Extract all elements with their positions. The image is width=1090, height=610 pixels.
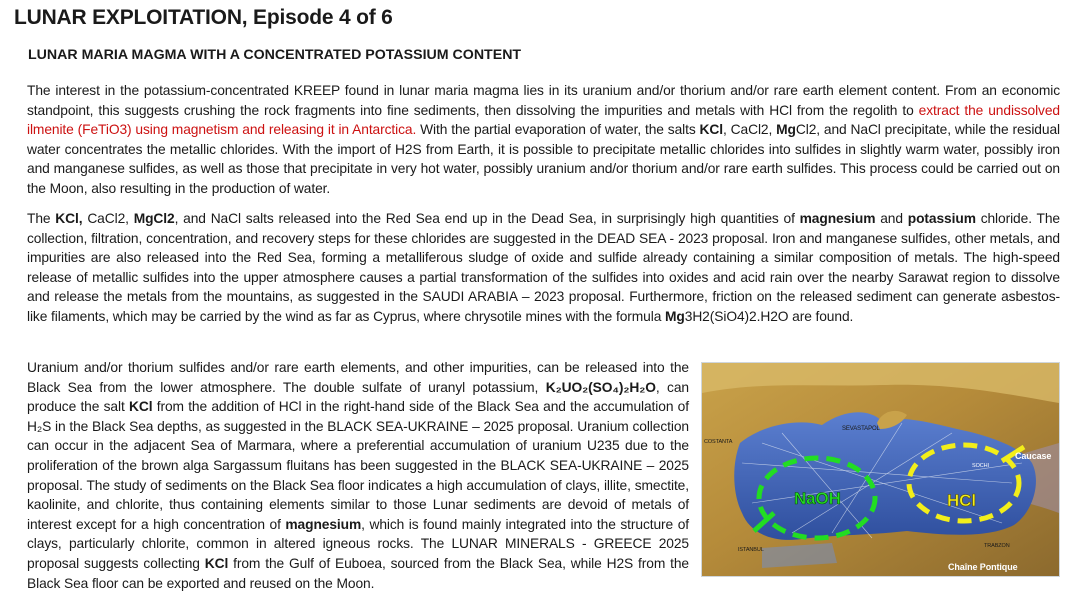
- p3-text-b: , can produce the salt: [27, 379, 689, 415]
- p2-text-c: , and NaCl salts released into the Red Sea end up in the Dead Sea, in surprisingly high quantities of: [174, 211, 800, 226]
- document-title: LUNAR EXPLOITATION, Episode 4 of 6: [14, 6, 393, 29]
- p3-text-d: , which is found mainly integrated into the structure of clays, particularly chlorite, common in altered igneous rocks. The LUNAR MINERALS - GREECE 2025 proposal suggests collecting: [27, 516, 689, 571]
- p3-formula-bold: K₂UO₂(SO₄)₂H₂O: [545, 379, 656, 395]
- p2-mg-bold: Mg: [665, 308, 685, 324]
- p3-text-c: from the addition of HCl in the right-hand side of the Black Sea and the accumulation of H₂S in the Black Sea depths, as suggested in the BLACK SEA-UKRAINE – 2025 proposal. Uranium collection can occur in the adjacent Sea of Marmara, where a preferential accumulation of uranium U235 due to the proliferation of the brown alga Sargassum fluitans has been suggested in the BLACK SEA-UKRAINE – 2025 proposal. The study of sediments on the Black Sea floor indicates a high accumulation of clays, illite, smectite, kaolinite, and chlorite, thus containing elements similar to those Lunar sediments are devoid of metals of interest except for a high concentration of: [27, 399, 689, 532]
- paragraph-1: [27, 81, 1060, 199]
- place-sochi: SOCHI: [972, 463, 989, 469]
- p3-text-a: Uranium and/or thorium sulfides and/or rare earth elements, and other impurities, can be released into the Black Sea from the lower atmosphere. The double sulfate of uranyl potassium,: [27, 360, 689, 395]
- p3-kcl2-bold: KCl: [204, 555, 229, 571]
- p2-magnesium-bold: magnesium: [799, 211, 876, 226]
- p2-text-b: CaCl2,: [82, 211, 134, 226]
- black-sea-map-image: [702, 363, 1059, 576]
- p2-text-d: and: [875, 211, 908, 226]
- p1-red-text: extract the undissolved ilmenite (FeTiO3) using magnetism and releasing it in Antarctica.: [27, 102, 1060, 138]
- paragraph-2: [27, 209, 1060, 327]
- p1-text-b: With the partial evaporation of water, the salts: [416, 122, 700, 138]
- black-sea-map-figure: [701, 362, 1060, 577]
- p3-kcl-bold: KCl: [128, 399, 153, 415]
- p2-text-f: 3H2(SiO4)2.H2O are found.: [684, 308, 854, 324]
- p3-text-e: from the Gulf of Euboea, sourced from the Black Sea, while H2S from the Black Sea floor can be exported and reused on the Moon.: [27, 555, 690, 591]
- place-caucase: Caucase: [1015, 451, 1052, 461]
- place-chaine-pontique: Chaîne Pontique: [948, 562, 1018, 572]
- p2-text-a: The: [27, 211, 56, 226]
- p2-kcl-bold: KCl,: [55, 211, 83, 226]
- naoh-label: NaOH: [794, 489, 841, 508]
- p2-potassium-bold: potassium: [907, 211, 976, 226]
- section-subtitle: LUNAR MARIA MAGMA WITH A CONCENTRATED POTASSIUM CONTENT: [28, 47, 522, 63]
- p1-text-d: Cl2, and NaCl precipitate, while the residual water concentrates the metallic chlorides. With the import of H2S from Earth, it is possible to precipitate metallic chlorides into sulfides in slightly warm water, possibly iron and manganese sulfides, as well as those that precipitate in very hot water, possibly uranium and/or thorium and/or rare earth sulfides. This process could be carried out on the Moon, also resulting in the production of water.: [27, 122, 1060, 196]
- place-trabzon: TRABZON: [984, 543, 1010, 549]
- p2-text-e: chloride. The collection, filtration, concentration, and recovery steps for these chlorides are suggested in the DEAD SEA - 2023 proposal. Iron and manganese sulfides, other metals, and impurities are also released into the Red Sea, forming a metalliferous sludge of oxide and sulfide already containing a similar composition of metals. The high-speed release of metallic sulfides into the upper atmosphere causes a partial transformation of the sulfides into oxides and acid rain over the nearby Sarawat region to dissolve and release the metals from the mountains, as suggested in the SAUDI ARABIA – 2023 proposal. Furthermore, friction on the released sediment can generate asbestos-like filaments, which may be carried by the wind as far as Cyprus, where chrysotile mines with the formula: [27, 211, 1060, 324]
- place-istanbul: ISTANBUL: [738, 547, 764, 553]
- paragraph-3: [27, 358, 1060, 593]
- p1-kcl-bold: KCl: [699, 122, 724, 138]
- hcl-label: HCl: [947, 491, 976, 510]
- place-sevastapol: SEVASTAPOL: [842, 426, 880, 432]
- p1-mg-bold: Mg: [776, 122, 796, 138]
- p1-text-a: The interest in the potassium-concentrated KREEP found in lunar maria magma lies in its uranium and/or thorium and/or rare earth element content. From an economic standpoint, this suggests crushing the rock fragments into fine sediments, then dissolving the impurities and metals with HCl from the regolith to: [27, 83, 1060, 118]
- place-costanta: COSTANTA: [704, 439, 733, 445]
- p1-text-c: , CaCl2,: [723, 122, 777, 138]
- p3-magnesium-bold: magnesium: [285, 516, 362, 532]
- p2-mgcl2-bold: MgCl2: [133, 211, 175, 226]
